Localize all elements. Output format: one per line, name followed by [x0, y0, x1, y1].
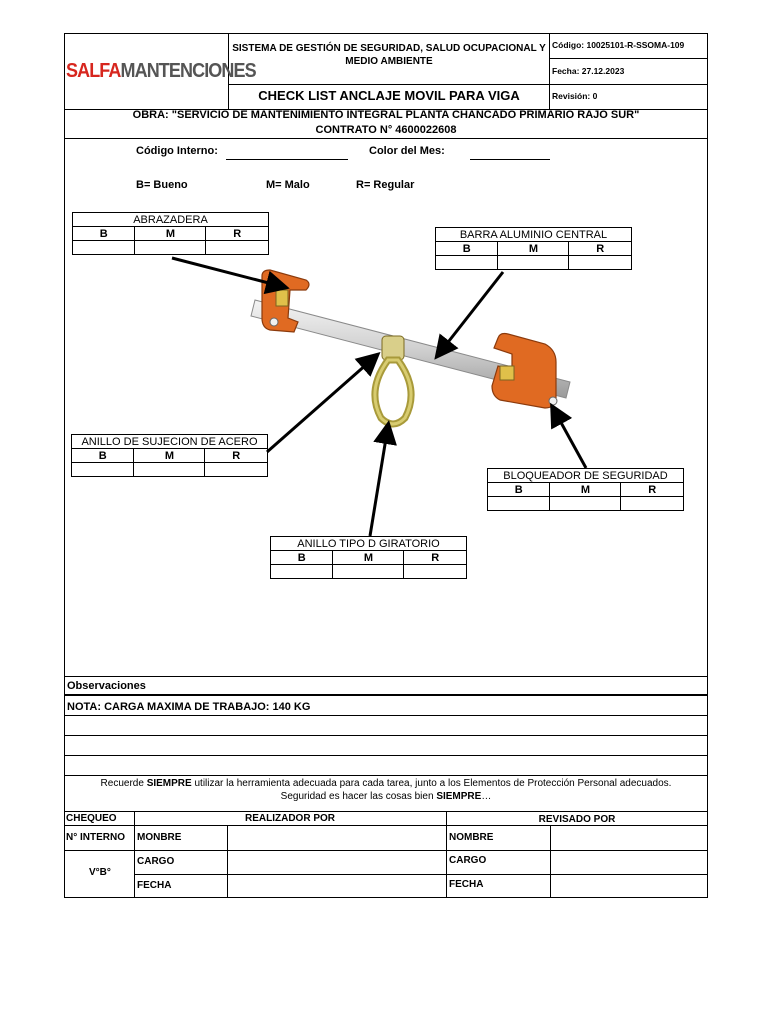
- part-title-abrazadera: ABRAZADERA: [73, 213, 269, 227]
- header-b: B: [271, 551, 333, 565]
- monbre-label: MONBRE: [137, 832, 182, 843]
- header-m: M: [550, 483, 621, 497]
- rating-cell-b[interactable]: [72, 463, 134, 477]
- header-r: R: [569, 242, 632, 256]
- header-b: B: [488, 483, 550, 497]
- vb-label: V°B°: [89, 867, 111, 878]
- obra-line1: OBRA: "SERVICIO DE MANTENIMIENTO INTEGRAL PLANTA CHANCADO PRIMARIO RAJO SUR": [132, 109, 640, 121]
- realizador-header: REALIZADOR POR: [245, 812, 335, 824]
- arrow-anillo-d: [370, 426, 388, 536]
- revisado-cargo-field[interactable]: [551, 851, 706, 873]
- nombre-label: NOMBRE: [449, 832, 494, 843]
- rating-table-anillo-d: [270, 536, 467, 579]
- obra-line2: CONTRATO N° 4600022608: [315, 124, 457, 136]
- codigo-interno-label: Código Interno:: [136, 145, 218, 157]
- sliding-collar: [382, 336, 404, 360]
- rating-cell-m[interactable]: [498, 256, 569, 270]
- cargo-label-right: CARGO: [449, 855, 487, 866]
- color-mes-label: Color del Mes:: [369, 145, 445, 157]
- rating-cell-b[interactable]: [436, 256, 498, 270]
- doc-revision: Revisión: 0: [552, 91, 598, 101]
- rating-table-anillo-sujecion: [71, 434, 268, 477]
- part-title-bloqueador: BLOQUEADOR DE SEGURIDAD: [488, 469, 684, 483]
- header-m: M: [134, 449, 205, 463]
- reminder-siempre-2: SIEMPRE: [436, 791, 482, 802]
- rating-cell-b[interactable]: [488, 497, 550, 511]
- header-m: M: [135, 227, 206, 241]
- arrow-anillo-sujecion: [267, 356, 376, 452]
- rating-cell-m[interactable]: [134, 463, 205, 477]
- rating-cell-m[interactable]: [135, 241, 206, 255]
- rating-cell-r[interactable]: [404, 565, 467, 579]
- rating-table-bloqueador: [487, 468, 684, 511]
- d-ring: [375, 360, 411, 424]
- cargo-label-left: CARGO: [137, 856, 175, 867]
- reminder-pre: Recuerde: [100, 778, 147, 789]
- observaciones-line-3[interactable]: [65, 756, 707, 775]
- rating-cell-r[interactable]: [205, 463, 268, 477]
- reminder-ellipsis: …: [481, 791, 492, 802]
- rating-cell-m[interactable]: [333, 565, 404, 579]
- header-b: B: [73, 227, 135, 241]
- realizador-fecha-field[interactable]: [228, 875, 445, 897]
- reminder-siempre: SIEMPRE: [146, 778, 192, 789]
- reminder-line2: Seguridad es hacer las cosas bien: [280, 791, 437, 802]
- observaciones-line-2[interactable]: [65, 736, 707, 755]
- doc-title: CHECK LIST ANCLAJE MOVIL PARA VIGA: [258, 88, 520, 103]
- reminder-mid: utilizar la herramienta adecuada para cada tarea, junto a los Elementos de Protección Personal adecuados.: [191, 778, 672, 789]
- part-title-anillo-d: ANILLO TIPO D GIRATORIO: [271, 537, 467, 551]
- part-title-barra: BARRA ALUMINIO CENTRAL: [436, 228, 632, 242]
- arrow-bloqueador: [553, 408, 586, 468]
- header-b: B: [72, 449, 134, 463]
- revisado-header: REVISADO POR: [538, 813, 616, 825]
- part-title-anillo-sujecion: ANILLO DE SUJECION DE ACERO: [72, 435, 268, 449]
- logo-salfa: SALFA: [66, 60, 121, 82]
- rating-cell-r[interactable]: [206, 241, 269, 255]
- legend-regular: R= Regular: [356, 179, 415, 191]
- rating-cell-b[interactable]: [73, 241, 135, 255]
- rating-table-abrazadera: [72, 212, 269, 255]
- header-b: B: [436, 242, 498, 256]
- observaciones-label: Observaciones: [67, 680, 146, 692]
- header-r: R: [404, 551, 467, 565]
- realizador-nombre-field[interactable]: [228, 826, 445, 849]
- rating-table-barra: [435, 227, 632, 270]
- observaciones-line-1[interactable]: [65, 716, 707, 735]
- revisado-fecha-field[interactable]: [551, 875, 706, 897]
- n-interno-label: N° INTERNO: [66, 832, 125, 843]
- header-m: M: [498, 242, 569, 256]
- legend-malo: M= Malo: [266, 179, 310, 191]
- right-clamp: [492, 334, 557, 409]
- rating-cell-m[interactable]: [550, 497, 621, 511]
- system-title: SISTEMA DE GESTIÓN DE SEGURIDAD, SALUD OCUPACIONAL Y MEDIO AMBIENTE: [232, 43, 546, 67]
- nota-carga-maxima: NOTA: CARGA MAXIMA DE TRABAJO: 140 KG: [67, 701, 311, 713]
- rating-cell-r[interactable]: [621, 497, 684, 511]
- doc-code: Código: 10025101-R-SSOMA-109: [552, 40, 685, 50]
- header-m: M: [333, 551, 404, 565]
- fecha-label-left: FECHA: [137, 880, 172, 891]
- realizador-cargo-field[interactable]: [228, 851, 445, 873]
- rating-cell-b[interactable]: [271, 565, 333, 579]
- arrow-barra: [438, 272, 503, 355]
- header-r: R: [621, 483, 684, 497]
- header-r: R: [206, 227, 269, 241]
- fecha-label-right: FECHA: [449, 879, 484, 890]
- legend-bueno: B= Bueno: [136, 179, 188, 191]
- rating-cell-r[interactable]: [569, 256, 632, 270]
- logo-mantenciones: MANTENCIONES: [120, 60, 256, 82]
- doc-date: Fecha: 27.12.2023: [552, 66, 625, 76]
- chequeo-label: CHEQUEO: [66, 813, 117, 824]
- revisado-nombre-field[interactable]: [551, 826, 706, 849]
- safety-reminder: [64, 777, 708, 803]
- header-r: R: [205, 449, 268, 463]
